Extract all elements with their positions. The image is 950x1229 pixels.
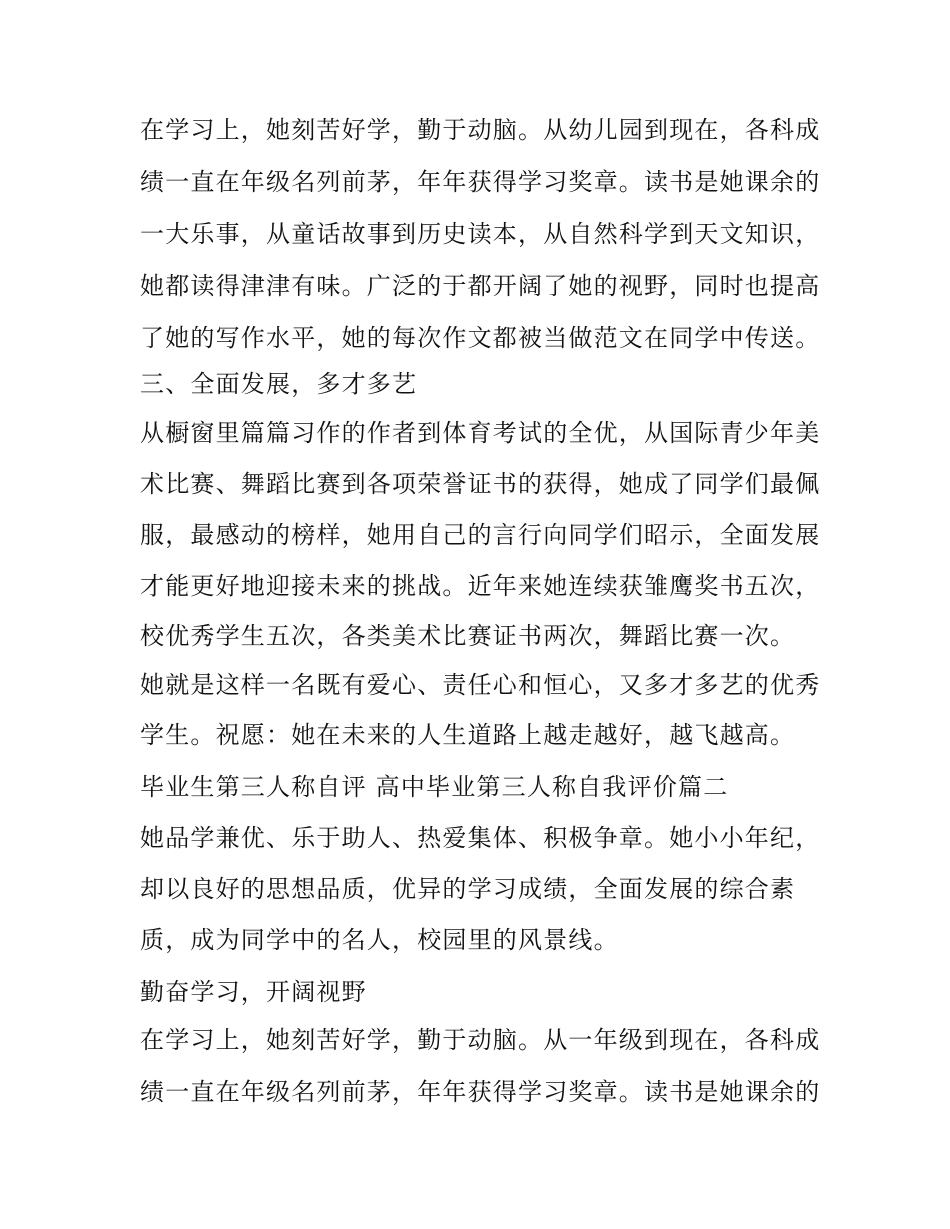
text-line: 服，最感动的榜样，她用自己的言行向同学们昭示，全面发展 (140, 521, 821, 549)
text-line: 绩一直在年级名列前茅，年年获得学习奖章。读书是她课余的 (140, 1078, 821, 1106)
text-line: 一大乐事，从童话故事到历史读本，从自然科学到天文知识， (140, 220, 821, 248)
text-line: 学生。祝愿：她在未来的人生道路上越走越好，越飞越高。 (140, 721, 796, 749)
text-line: 从橱窗里篇篇习作的作者到体育考试的全优，从国际青少年美 (140, 419, 821, 447)
text-line: 在学习上，她刻苦好学，勤于动脑。从一年级到现在，各科成 (140, 1026, 821, 1054)
text-line: 她都读得津津有味。广泛的于都开阔了她的视野，同时也提高 (140, 272, 821, 300)
text-line: 才能更好地迎接未来的挑战。近年来她连续获雏鹰奖书五次， (140, 572, 821, 600)
text-line: 了她的写作水平，她的每次作文都被当做范文在同学中传送。 (140, 324, 821, 352)
text-line: 质，成为同学中的名人，校园里的风景线。 (140, 926, 619, 954)
text-line: 她就是这样一名既有爱心、责任心和恒心，又多才多艺的优秀 (140, 671, 821, 699)
section-heading: 三、全面发展，多才多艺 (140, 370, 418, 398)
section-heading: 勤奋学习，开阔视野 (140, 978, 367, 1006)
section-heading: 毕业生第三人称自评 高中毕业第三人称自我评价篇二 (140, 773, 729, 801)
text-line: 在学习上，她刻苦好学，勤于动脑。从幼儿园到现在，各科成 (140, 116, 821, 144)
text-line: 术比赛、舞蹈比赛到各项荣誉证书的获得，她成了同学们最佩 (140, 470, 821, 498)
text-line: 校优秀学生五次，各类美术比赛证书两次，舞蹈比赛一次。 (140, 622, 796, 650)
text-line: 她品学兼优、乐于助人、热爱集体、积极争章。她小小年纪， (140, 824, 821, 852)
text-line: 却以良好的思想品质，优异的学习成绩，全面发展的综合素 (140, 875, 796, 903)
text-line: 绩一直在年级名列前茅，年年获得学习奖章。读书是她课余的 (140, 168, 821, 196)
